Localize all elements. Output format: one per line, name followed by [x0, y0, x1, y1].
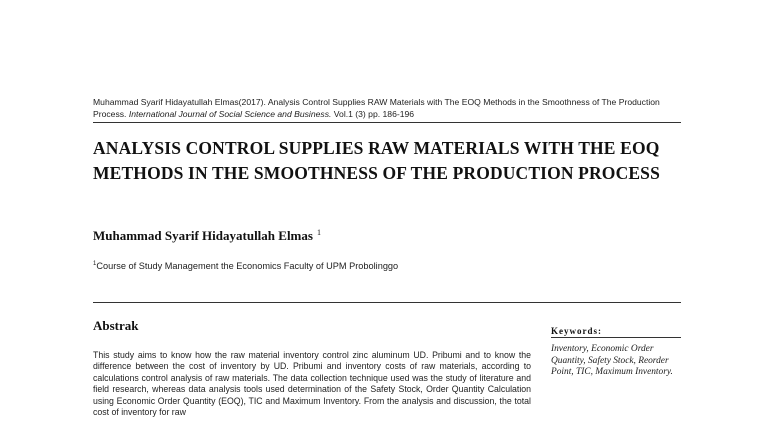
keywords-list: Inventory, Economic Order Quantity, Safety Stock, Reorder Point, TIC, Maximum Inventory. [551, 344, 673, 378]
citation-header [93, 97, 693, 120]
keywords-heading: Keywords: [551, 326, 681, 338]
author-line [93, 228, 321, 244]
paper-title: ANALYSIS CONTROL SUPPLIES RAW MATERIALS WITH THE EOQ METHODS IN THE SMOOTHNESS OF THE PRODUCTION PROCESS [93, 138, 660, 183]
affiliation-marker: 1 [93, 261, 97, 267]
citation-text: Muhammad Syarif Hidayatullah Elmas(2017). Analysis Control Supplies RAW Materials with The EOQ Methods in the Smoothness of The Production Process. [93, 97, 660, 119]
author-marker: 1 [316, 228, 321, 237]
abstract-body: This study aims to know how the raw material inventory control zinc aluminum UD. Pribumi and to know the difference between the cost of inventory by UD. Pribumi and inventory costs of raw materials, according to calculations control analysis of raw materials. The data collection technique used was the study of literature and field research, whereas data analysis tools used determination of the Safety Stock, Order Quantity Calculation using Economic Order Quantity (EOQ), TIC and Maximum Inventory. From the analysis and discussion, the total cost of inventory for raw [93, 350, 531, 418]
affiliation-text: Course of Study Management the Economics Faculty of UPM Probolinggo [96, 261, 399, 272]
header-divider [93, 122, 681, 123]
citation-journal: International Journal of Social Science and Business. [128, 108, 332, 119]
section-divider [93, 302, 681, 303]
abstract-heading: Abstrak [93, 318, 139, 333]
affiliation-line [93, 261, 398, 271]
author-name: Muhammad Syarif Hidayatullah Elmas [93, 228, 313, 243]
citation-volume: Vol.1 (3) pp. 186-196 [333, 108, 415, 119]
